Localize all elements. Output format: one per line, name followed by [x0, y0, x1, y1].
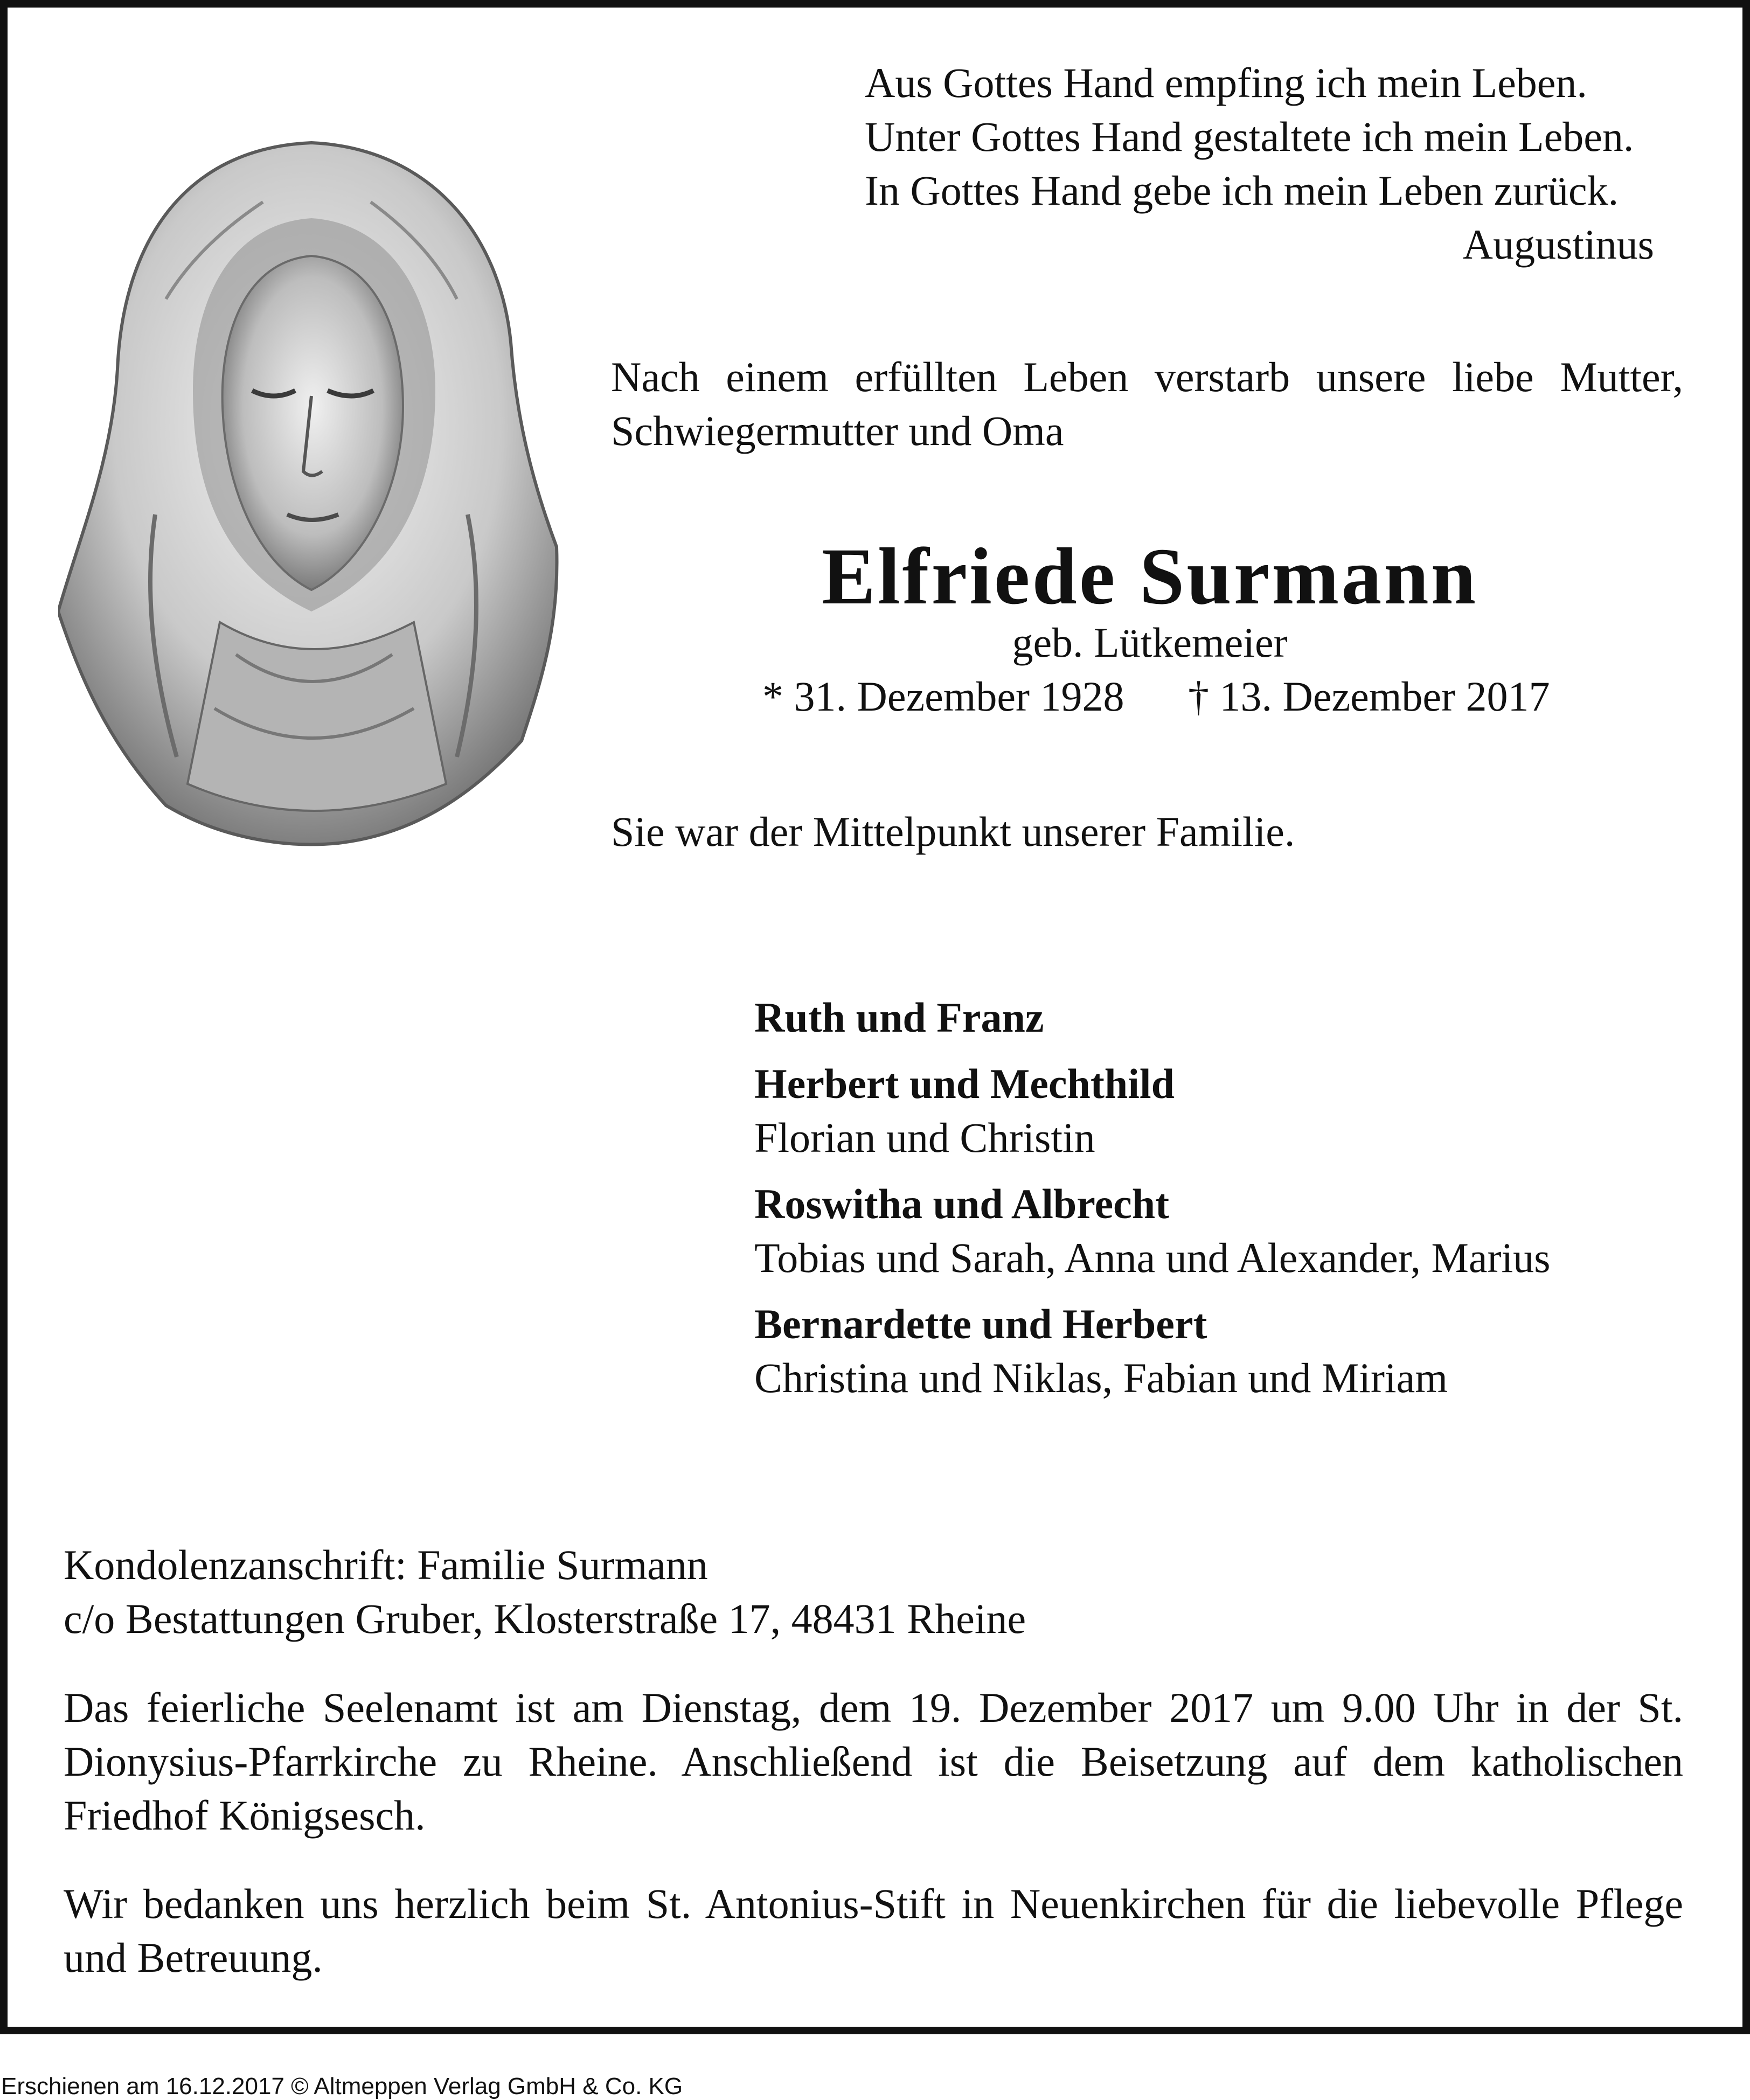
madonna-portrait-icon [58, 137, 559, 849]
family-heads-2: Herbert und Mechthild [754, 1060, 1175, 1107]
thanks-paragraph: Wir bedanken uns herzlich beim St. Antonius-Stift in Neuenkirchen für die liebevolle Pflege und Betreuung. [64, 1880, 1683, 1981]
deceased-name: Elfriede Surmann [821, 532, 1478, 621]
family-children-3: Tobias und Sarah, Anna und Alexander, Marius [754, 1234, 1551, 1281]
family-children-2: Florian und Christin [754, 1114, 1095, 1161]
family-children-4: Christina und Niklas, Fabian und Miriam [754, 1354, 1448, 1401]
service-paragraph: Das feierliche Seelenamt ist am Dienstag, dem 19. Dezember 2017 um 9.00 Uhr in der St. Dionysius-Pfarrkirche zu Rheine. Anschließend ist die Beisetzung auf dem katholischen Friedhof Königsesch. [64, 1684, 1683, 1839]
family-heads-3: Roswitha und Albrecht [754, 1180, 1170, 1227]
motto-line-3: In Gottes Hand gebe ich mein Leben zurück. [865, 167, 1619, 214]
publication-footer: Erschienen am 16.12.2017 © Altmeppen Verlag GmbH & Co. KG [1, 2073, 683, 2099]
family-heads-1: Ruth und Franz [754, 994, 1044, 1041]
maiden-name: geb. Lütkemeier [1012, 619, 1288, 666]
birth-date: * 31. Dezember 1928 [762, 673, 1124, 720]
intro-line-1: Nach einem erfüllten Leben verstarb unsere liebe Mutter, [611, 353, 1683, 400]
tribute-text: Sie war der Mittelpunkt unserer Familie. [611, 808, 1295, 855]
motto-line-2: Unter Gottes Hand gestaltete ich mein Leben. [865, 113, 1634, 160]
intro-line-2: Schwiegermutter und Oma [611, 407, 1064, 454]
death-date: † 13. Dezember 2017 [1188, 673, 1550, 720]
motto-author: Augustinus [1462, 221, 1654, 268]
condolence-line-1: Kondolenzanschrift: Familie Surmann [64, 1541, 708, 1588]
family-heads-4: Bernardette und Herbert [754, 1301, 1207, 1347]
motto-line-1: Aus Gottes Hand empfing ich mein Leben. [865, 59, 1587, 106]
condolence-line-2: c/o Bestattungen Gruber, Klosterstraße 17, 48431 Rheine [64, 1595, 1026, 1642]
